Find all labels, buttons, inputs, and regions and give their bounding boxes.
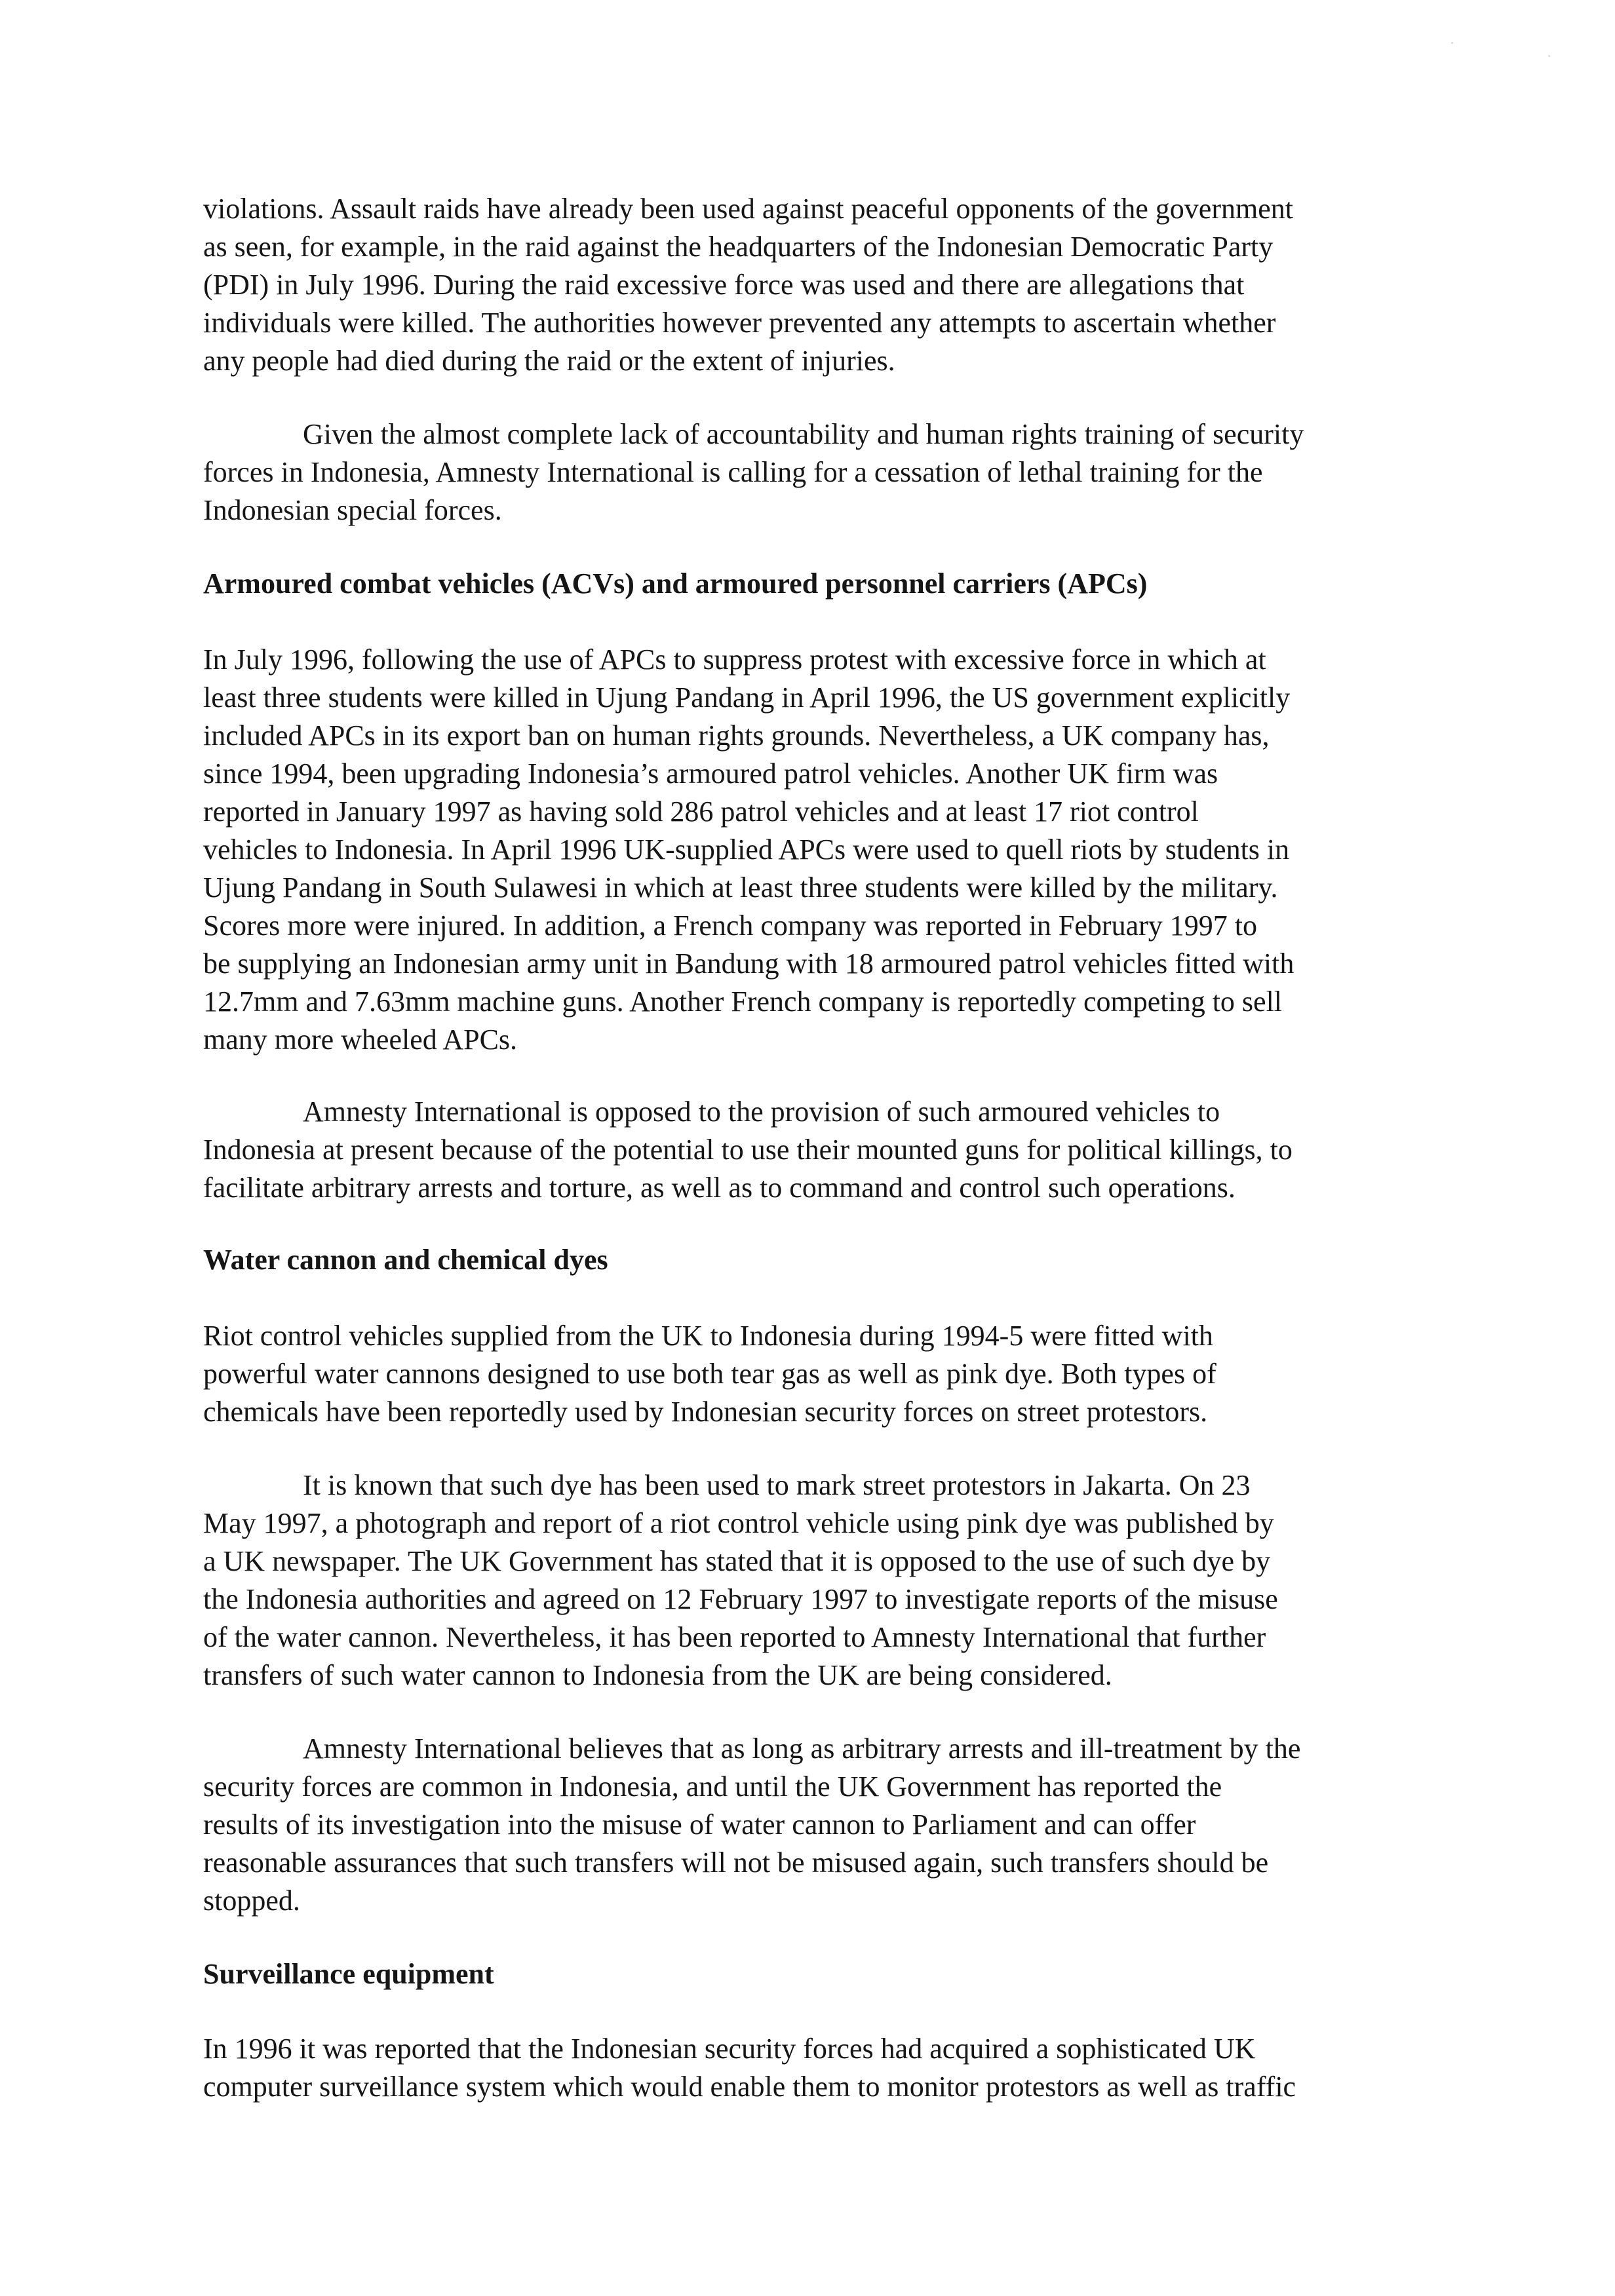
body-paragraph (203, 1466, 1468, 1694)
body-paragraph (203, 190, 1468, 380)
text-line: results of its investigation into the misuse of water cannon to Parliament and can offer (203, 1808, 1196, 1841)
text-line: It is known that such dye has been used to mark street protestors in Jakarta. On 23 (303, 1469, 1251, 1501)
section-heading: Surveillance equipment (203, 1958, 494, 1990)
text-line: transfers of such water cannon to Indonesia from the UK are being considered. (203, 1659, 1112, 1691)
text-line: violations. Assault raids have already been used against peaceful opponents of the government (203, 193, 1293, 225)
text-line: individuals were killed. The authorities however prevented any attempts to ascertain whether (203, 307, 1276, 339)
text-line: May 1997, a photograph and report of a riot control vehicle using pink dye was published by (203, 1507, 1274, 1539)
text-line: as seen, for example, in the raid against the headquarters of the Indonesian Democratic Party (203, 231, 1274, 263)
text-line: chemicals have been reportedly used by Indonesian security forces on street protestors. (203, 1396, 1208, 1428)
text-line: Riot control vehicles supplied from the UK to Indonesia during 1994-5 were fitted with (203, 1320, 1213, 1352)
text-line: reasonable assurances that such transfers will not be misused again, such transfers should be (203, 1846, 1269, 1879)
text-line: In 1996 it was reported that the Indonesian security forces had acquired a sophisticated UK (203, 2033, 1256, 2065)
text-line: least three students were killed in Ujung Pandang in April 1996, the US government explicitly (203, 681, 1291, 714)
text-line: powerful water cannons designed to use both tear gas as well as pink dye. Both types of (203, 1358, 1216, 1390)
text-line: computer surveillance system which would enable them to monitor protestors as well as traffic (203, 2071, 1296, 2103)
text-line: forces in Indonesia, Amnesty International is calling for a cessation of lethal training for the (203, 456, 1263, 488)
text-line: the Indonesia authorities and agreed on 12 February 1997 to investigate reports of the misuse (203, 1583, 1278, 1615)
body-paragraph (203, 415, 1468, 529)
text-line: Amnesty International is opposed to the provision of such armoured vehicles to (303, 1096, 1220, 1128)
body-paragraph (203, 1093, 1468, 1207)
text-line: facilitate arbitrary arrests and torture, as well as to command and control such operations. (203, 1172, 1236, 1204)
text-line: (PDI) in July 1996. During the raid excessive force was used and there are allegations that (203, 269, 1245, 301)
text-line: Indonesian special forces. (203, 494, 502, 526)
section-heading: Armoured combat vehicles (ACVs) and armoured personnel carriers (APCs) (203, 567, 1148, 600)
text-line: be supplying an Indonesian army unit in Bandung with 18 armoured patrol vehicles fitted with (203, 947, 1294, 980)
text-line: reported in January 1997 as having sold 286 patrol vehicles and at least 17 riot control (203, 795, 1199, 828)
text-line: Scores more were injured. In addition, a French company was reported in February 1997 to (203, 909, 1257, 942)
body-paragraph (203, 641, 1468, 1059)
text-line: Ujung Pandang in South Sulawesi in which at least three students were killed by the military. (203, 871, 1278, 904)
text-line: a UK newspaper. The UK Government has stated that it is opposed to the use of such dye by (203, 1545, 1271, 1577)
text-line: Given the almost complete lack of accountability and human rights training of security (303, 418, 1304, 450)
body-paragraph (203, 1317, 1468, 1431)
text-line: any people had died during the raid or the extent of injuries. (203, 345, 895, 377)
text-line: stopped. (203, 1885, 300, 1917)
body-paragraph (203, 1730, 1468, 1920)
text-line: 12.7mm and 7.63mm machine guns. Another French company is reportedly competing to sell (203, 985, 1283, 1018)
scan-speck (1548, 55, 1550, 57)
text-line: vehicles to Indonesia. In April 1996 UK-supplied APCs were used to quell riots by students in (203, 833, 1290, 866)
text-line: many more wheeled APCs. (203, 1024, 518, 1056)
text-line: In July 1996, following the use of APCs to suppress protest with excessive force in which at (203, 643, 1266, 676)
text-line: Amnesty International believes that as long as arbitrary arrests and ill-treatment by the (303, 1732, 1301, 1765)
body-paragraph (203, 2030, 1468, 2106)
text-line: Indonesia at present because of the potential to use their mounted guns for political killings, to (203, 1134, 1293, 1166)
text-line: since 1994, been upgrading Indonesia’s armoured patrol vehicles. Another UK firm was (203, 757, 1218, 790)
scan-speck (1451, 42, 1453, 44)
text-line: security forces are common in Indonesia, and until the UK Government has reported the (203, 1770, 1222, 1803)
text-line: of the water cannon. Nevertheless, it has been reported to Amnesty International that further (203, 1621, 1266, 1653)
text-line: included APCs in its export ban on human rights grounds. Nevertheless, a UK company has, (203, 719, 1270, 752)
section-heading: Water cannon and chemical dyes (203, 1244, 608, 1276)
